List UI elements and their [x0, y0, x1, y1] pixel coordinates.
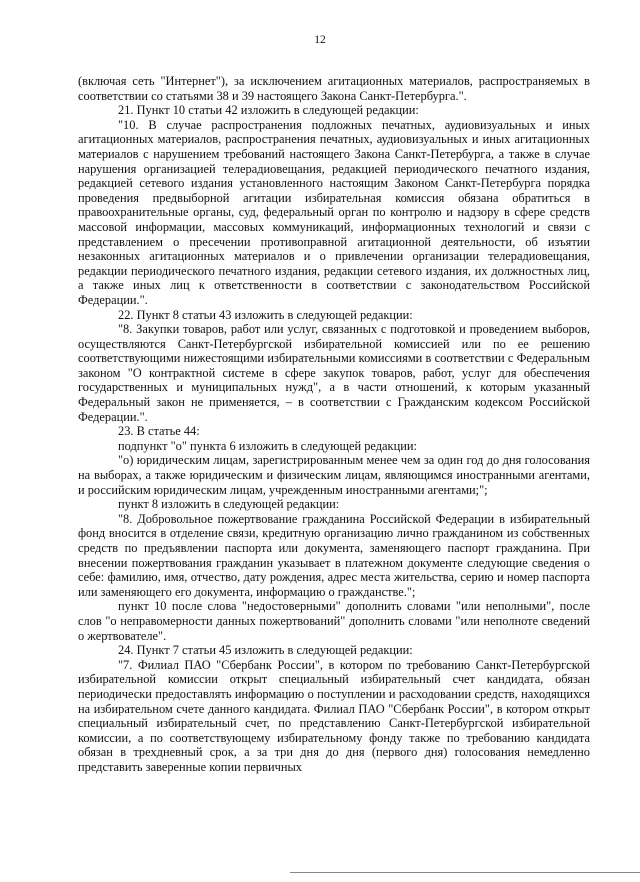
footer-divider [290, 872, 640, 873]
paragraph: "7. Филиал ПАО "Сбербанк России", в котором по требованию Санкт-Петербургской избирательной комиссии открыт специальный избирательный счет кандидата, обязан периодически предоставлять информацию о поступлении и расходовании средств, находящихся на избирательном счете данного кандидата. Филиал ПАО "Сбербанк России", в котором открыт специальный избирательный счет, по представлению Санкт-Петербургской избирательной комиссии, а по соответствующему избирательному фонду также по требованию кандидата обязан в трехдневный срок, а за три дня до дня (первого дня) голосования немедленно представить заверенные копии первичных [78, 657, 590, 774]
paragraph-item-23: 23. В статье 44: [118, 424, 200, 439]
paragraph: (включая сеть "Интернет"), за исключением агитационных материалов, распространяемых в соответствии со статьями 38 и 39 настоящего Закона Санкт-Петербурга.". [78, 74, 590, 103]
document-body [78, 74, 590, 775]
paragraph: пункт 10 после слова "недостоверными" дополнить словами "или неполными", после слов "о неправомерности данных пожертвований" дополнить словами "или неполноте сведений о жертвователе". [78, 599, 590, 643]
paragraph: "о) юридическим лицам, зарегистрированным менее чем за один год до дня голосования на выборах, а также юридическим и физическим лицам, являющимся иностранными агентами, и российским юридическим лицам, учрежденным иностранными агентами;"; [78, 453, 590, 497]
paragraph: "8. Добровольное пожертвование гражданина Российской Федерации в избирательный фонд вносится в отделение связи, кредитную организацию лично гражданином из собственных средств по предъявлении паспорта или документа, заменяющего паспорт гражданина. При внесении пожертвования гражданин указывает в платежном документе следующие сведения о себе: фамилию, имя, отчество, дату рождения, адрес места жительства, серию и номер паспорта или заменяющего его документа, информацию о гражданстве."; [78, 511, 590, 599]
paragraph-item-24: 24. Пункт 7 статьи 45 изложить в следующей редакции: [118, 643, 413, 658]
paragraph: подпункт "о" пункта 6 изложить в следующей редакции: [118, 438, 417, 453]
paragraph-item-21: 21. Пункт 10 статьи 42 изложить в следующей редакции: [118, 103, 419, 118]
page-number: 12 [314, 34, 326, 46]
paragraph: пункт 8 изложить в следующей редакции: [118, 497, 340, 512]
paragraph: "10. В случае распространения подложных печатных, аудиовизуальных и иных агитационных материалов, распространения печатных, аудиовизуальных и иных агитационных материалов с нарушением требований настоящего Закона Санкт-Петербурга, а также в случае нарушения организацией телерадиовещания, редакцией периодического печатного издания, редакцией сетевого издания установленного настоящим Законом Санкт-Петербурга порядка проведения предвыборной агитации избирательная комиссия обязана обратиться в правоохранительные органы, суд, федеральный орган по контролю и надзору в сфере средств массовой информации, массовых коммуникаций, информационных технологий и связи с представлением о пресечении противоправной агитационной деятельности, об изъятии незаконных агитационных материалов и о привлечении организации телерадиовещания, редакции периодического печатного издания, редакции сетевого издания, их должностных лиц, а также иных лиц к ответственности в соответствии с законодательством Российской Федерации.". [78, 117, 590, 307]
paragraph: "8. Закупки товаров, работ или услуг, связанных с подготовкой и проведением выборов, осуществляются Санкт-Петербургской избирательной комиссией или по ее решению соответствующими нижестоящими избирательными комиссиями в соответствии с Федеральным законом "О контрактной системе в сфере закупок товаров, работ, услуг для обеспечения государственных и муниципальных нужд", а в части отношений, к которым указанный Федеральный закон не применяется, – в соответствии с Гражданским кодексом Российской Федерации.". [78, 322, 590, 424]
paragraph-item-22: 22. Пункт 8 статьи 43 изложить в следующей редакции: [118, 307, 413, 322]
